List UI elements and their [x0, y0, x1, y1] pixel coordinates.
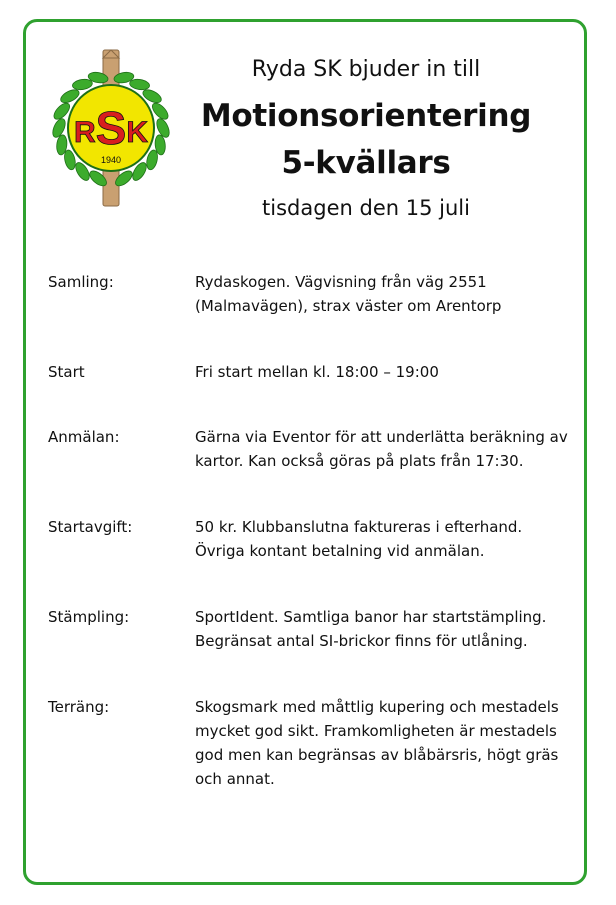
event-title: Motionsorientering: [200, 98, 532, 134]
info-text: Rydaskogen. Vägvisning från väg 2551 (Malmavägen), strax väster om Arentorp: [195, 273, 502, 315]
info-label: Stämpling:: [48, 608, 130, 626]
event-date: tisdagen den 15 juli: [262, 196, 470, 220]
info-label: Samling:: [48, 273, 114, 291]
laurel-leaf: [129, 78, 150, 91]
info-text: Gärna via Eventor för att underlätta beräkning av kartor. Kan också göras på plats från 17:30.: [195, 428, 568, 470]
info-text: SportIdent. Samtliga banor har startstämpling. Begränsat antal SI-brickor finns för utlåning.: [195, 608, 547, 650]
info-label: Start: [48, 363, 85, 381]
info-text: 50 kr. Klubbanslutna faktureras i efterhand. Övriga kontant betalning vid anmälan.: [195, 518, 523, 560]
info-text: Skogsmark med måttlig kupering och mestadels mycket god sikt. Framkomligheten är mestadels god men kan begränsas av blåbärsris, högt gräs och annat.: [195, 698, 559, 788]
invitation-header: [186, 50, 546, 223]
club-logo: [49, 48, 175, 208]
intro-line: Ryda SK bjuder in till: [251, 57, 481, 82]
event-subtitle: 5-kvällars: [281, 145, 451, 181]
laurel-leaf: [72, 78, 93, 91]
info-label: Terräng:: [48, 698, 110, 716]
info-label: Startavgift:: [48, 518, 133, 536]
info-label: Anmälan:: [48, 428, 120, 446]
info-text: Fri start mellan kl. 18:00 – 19:00: [195, 363, 439, 381]
logo-text: RSK: [73, 102, 149, 154]
logo-year: 1940: [100, 155, 122, 165]
